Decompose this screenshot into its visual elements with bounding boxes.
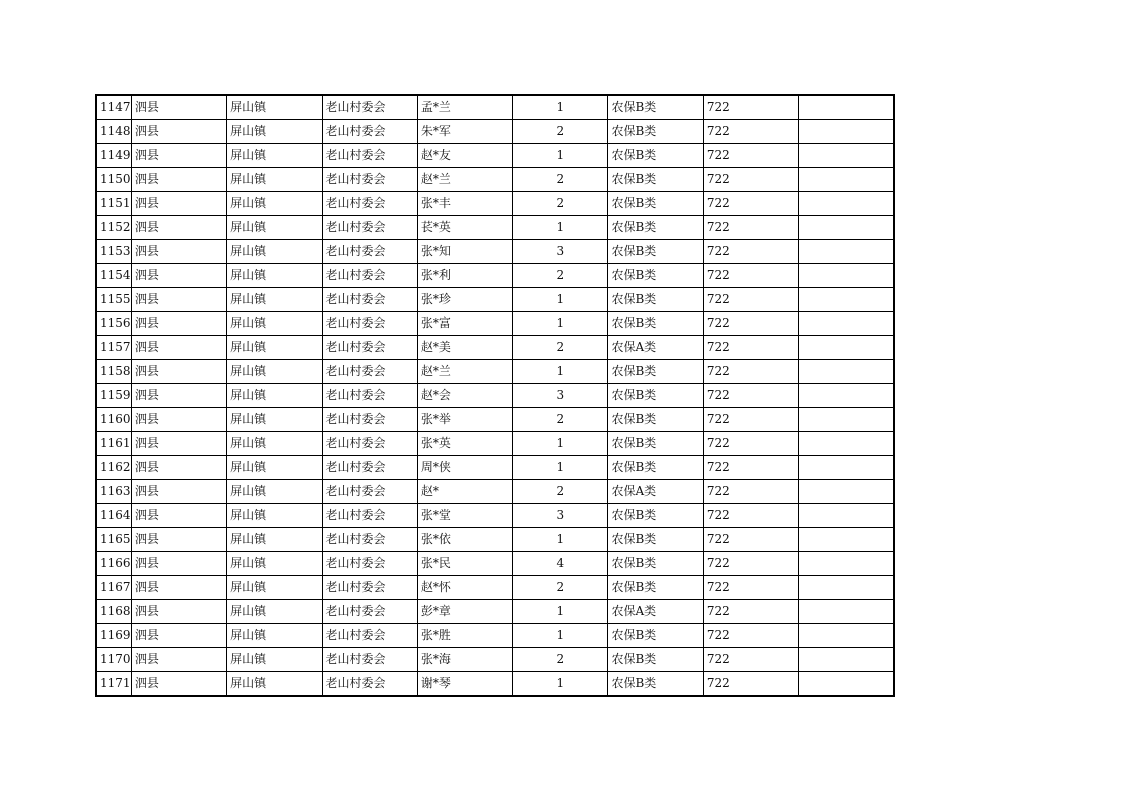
household-count-cell: 2 bbox=[513, 192, 608, 216]
name-cell: 张*利 bbox=[417, 264, 512, 288]
insurance-type-cell: 农保B类 bbox=[608, 384, 703, 408]
note-cell bbox=[799, 480, 894, 504]
name-cell: 赵*会 bbox=[417, 384, 512, 408]
amount-cell: 722 bbox=[703, 288, 798, 312]
town-cell: 屏山镇 bbox=[227, 240, 322, 264]
village-cell: 老山村委会 bbox=[322, 600, 417, 624]
name-cell: 赵*友 bbox=[417, 144, 512, 168]
name-cell: 朱*军 bbox=[417, 120, 512, 144]
amount-cell: 722 bbox=[703, 528, 798, 552]
insurance-type-cell: 农保B类 bbox=[608, 168, 703, 192]
note-cell bbox=[799, 288, 894, 312]
household-count-cell: 2 bbox=[513, 120, 608, 144]
table-row bbox=[96, 600, 894, 624]
household-count-cell: 1 bbox=[513, 600, 608, 624]
county-cell: 泗县 bbox=[131, 264, 226, 288]
county-cell: 泗县 bbox=[131, 168, 226, 192]
town-cell: 屏山镇 bbox=[227, 336, 322, 360]
name-cell: 张*珍 bbox=[417, 288, 512, 312]
town-cell: 屏山镇 bbox=[227, 144, 322, 168]
row-number: 1163 bbox=[96, 480, 131, 504]
name-cell: 彭*章 bbox=[417, 600, 512, 624]
table-row bbox=[96, 288, 894, 312]
village-cell: 老山村委会 bbox=[322, 672, 417, 697]
amount-cell: 722 bbox=[703, 648, 798, 672]
county-cell: 泗县 bbox=[131, 384, 226, 408]
name-cell: 张*英 bbox=[417, 432, 512, 456]
household-count-cell: 1 bbox=[513, 672, 608, 697]
note-cell bbox=[799, 624, 894, 648]
town-cell: 屏山镇 bbox=[227, 552, 322, 576]
table-row bbox=[96, 456, 894, 480]
row-number: 1161 bbox=[96, 432, 131, 456]
county-cell: 泗县 bbox=[131, 192, 226, 216]
table-row bbox=[96, 120, 894, 144]
town-cell: 屏山镇 bbox=[227, 624, 322, 648]
table-row bbox=[96, 192, 894, 216]
county-cell: 泗县 bbox=[131, 360, 226, 384]
county-cell: 泗县 bbox=[131, 576, 226, 600]
village-cell: 老山村委会 bbox=[322, 624, 417, 648]
name-cell: 张*丰 bbox=[417, 192, 512, 216]
note-cell bbox=[799, 504, 894, 528]
note-cell bbox=[799, 528, 894, 552]
amount-cell: 722 bbox=[703, 95, 798, 120]
insurance-type-cell: 农保A类 bbox=[608, 480, 703, 504]
town-cell: 屏山镇 bbox=[227, 600, 322, 624]
amount-cell: 722 bbox=[703, 624, 798, 648]
household-count-cell: 1 bbox=[513, 144, 608, 168]
village-cell: 老山村委会 bbox=[322, 264, 417, 288]
town-cell: 屏山镇 bbox=[227, 408, 322, 432]
town-cell: 屏山镇 bbox=[227, 264, 322, 288]
note-cell bbox=[799, 432, 894, 456]
name-cell: 赵*兰 bbox=[417, 168, 512, 192]
village-cell: 老山村委会 bbox=[322, 408, 417, 432]
amount-cell: 722 bbox=[703, 168, 798, 192]
village-cell: 老山村委会 bbox=[322, 192, 417, 216]
insurance-type-cell: 农保B类 bbox=[608, 216, 703, 240]
name-cell: 苌*英 bbox=[417, 216, 512, 240]
table-row bbox=[96, 552, 894, 576]
town-cell: 屏山镇 bbox=[227, 384, 322, 408]
row-number: 1152 bbox=[96, 216, 131, 240]
village-cell: 老山村委会 bbox=[322, 552, 417, 576]
table-row bbox=[96, 648, 894, 672]
insurance-type-cell: 农保A类 bbox=[608, 600, 703, 624]
insurance-type-cell: 农保B类 bbox=[608, 672, 703, 697]
row-number: 1153 bbox=[96, 240, 131, 264]
name-cell: 张*依 bbox=[417, 528, 512, 552]
table-row bbox=[96, 168, 894, 192]
county-cell: 泗县 bbox=[131, 336, 226, 360]
row-number: 1156 bbox=[96, 312, 131, 336]
note-cell bbox=[799, 360, 894, 384]
amount-cell: 722 bbox=[703, 264, 798, 288]
table-row bbox=[96, 480, 894, 504]
amount-cell: 722 bbox=[703, 216, 798, 240]
town-cell: 屏山镇 bbox=[227, 216, 322, 240]
row-number: 1154 bbox=[96, 264, 131, 288]
name-cell: 赵*美 bbox=[417, 336, 512, 360]
insurance-type-cell: 农保B类 bbox=[608, 528, 703, 552]
household-count-cell: 1 bbox=[513, 216, 608, 240]
row-number: 1160 bbox=[96, 408, 131, 432]
name-cell: 张*海 bbox=[417, 648, 512, 672]
insurance-type-cell: 农保B类 bbox=[608, 264, 703, 288]
name-cell: 周*侠 bbox=[417, 456, 512, 480]
insurance-type-cell: 农保B类 bbox=[608, 624, 703, 648]
town-cell: 屏山镇 bbox=[227, 168, 322, 192]
household-count-cell: 3 bbox=[513, 504, 608, 528]
county-cell: 泗县 bbox=[131, 312, 226, 336]
household-count-cell: 2 bbox=[513, 336, 608, 360]
county-cell: 泗县 bbox=[131, 480, 226, 504]
note-cell bbox=[799, 576, 894, 600]
row-number: 1171 bbox=[96, 672, 131, 697]
county-cell: 泗县 bbox=[131, 288, 226, 312]
village-cell: 老山村委会 bbox=[322, 240, 417, 264]
table-row bbox=[96, 624, 894, 648]
insurance-type-cell: 农保B类 bbox=[608, 312, 703, 336]
recipient-table bbox=[95, 94, 895, 697]
household-count-cell: 3 bbox=[513, 384, 608, 408]
village-cell: 老山村委会 bbox=[322, 456, 417, 480]
household-count-cell: 1 bbox=[513, 528, 608, 552]
village-cell: 老山村委会 bbox=[322, 480, 417, 504]
insurance-type-cell: 农保B类 bbox=[608, 432, 703, 456]
amount-cell: 722 bbox=[703, 120, 798, 144]
note-cell bbox=[799, 120, 894, 144]
amount-cell: 722 bbox=[703, 384, 798, 408]
county-cell: 泗县 bbox=[131, 552, 226, 576]
row-number: 1166 bbox=[96, 552, 131, 576]
county-cell: 泗县 bbox=[131, 504, 226, 528]
household-count-cell: 1 bbox=[513, 360, 608, 384]
row-number: 1170 bbox=[96, 648, 131, 672]
row-number: 1162 bbox=[96, 456, 131, 480]
household-count-cell: 1 bbox=[513, 95, 608, 120]
village-cell: 老山村委会 bbox=[322, 360, 417, 384]
county-cell: 泗县 bbox=[131, 672, 226, 697]
name-cell: 赵*怀 bbox=[417, 576, 512, 600]
village-cell: 老山村委会 bbox=[322, 504, 417, 528]
amount-cell: 722 bbox=[703, 456, 798, 480]
name-cell: 张*举 bbox=[417, 408, 512, 432]
town-cell: 屏山镇 bbox=[227, 528, 322, 552]
village-cell: 老山村委会 bbox=[322, 648, 417, 672]
village-cell: 老山村委会 bbox=[322, 528, 417, 552]
household-count-cell: 1 bbox=[513, 312, 608, 336]
insurance-type-cell: 农保B类 bbox=[608, 408, 703, 432]
insurance-type-cell: 农保B类 bbox=[608, 456, 703, 480]
household-count-cell: 1 bbox=[513, 288, 608, 312]
village-cell: 老山村委会 bbox=[322, 288, 417, 312]
town-cell: 屏山镇 bbox=[227, 120, 322, 144]
table-row bbox=[96, 312, 894, 336]
note-cell bbox=[799, 648, 894, 672]
row-number: 1169 bbox=[96, 624, 131, 648]
insurance-type-cell: 农保B类 bbox=[608, 576, 703, 600]
insurance-type-cell: 农保B类 bbox=[608, 95, 703, 120]
row-number: 1155 bbox=[96, 288, 131, 312]
amount-cell: 722 bbox=[703, 576, 798, 600]
name-cell: 张*堂 bbox=[417, 504, 512, 528]
row-number: 1147 bbox=[96, 95, 131, 120]
table-row bbox=[96, 432, 894, 456]
amount-cell: 722 bbox=[703, 360, 798, 384]
amount-cell: 722 bbox=[703, 240, 798, 264]
village-cell: 老山村委会 bbox=[322, 384, 417, 408]
county-cell: 泗县 bbox=[131, 95, 226, 120]
table-row bbox=[96, 360, 894, 384]
amount-cell: 722 bbox=[703, 192, 798, 216]
row-number: 1165 bbox=[96, 528, 131, 552]
county-cell: 泗县 bbox=[131, 600, 226, 624]
household-count-cell: 2 bbox=[513, 408, 608, 432]
name-cell: 张*胜 bbox=[417, 624, 512, 648]
town-cell: 屏山镇 bbox=[227, 432, 322, 456]
insurance-type-cell: 农保B类 bbox=[608, 648, 703, 672]
amount-cell: 722 bbox=[703, 672, 798, 697]
amount-cell: 722 bbox=[703, 552, 798, 576]
town-cell: 屏山镇 bbox=[227, 648, 322, 672]
amount-cell: 722 bbox=[703, 144, 798, 168]
note-cell bbox=[799, 384, 894, 408]
note-cell bbox=[799, 312, 894, 336]
note-cell bbox=[799, 216, 894, 240]
note-cell bbox=[799, 336, 894, 360]
note-cell bbox=[799, 144, 894, 168]
county-cell: 泗县 bbox=[131, 432, 226, 456]
table-row bbox=[96, 216, 894, 240]
amount-cell: 722 bbox=[703, 480, 798, 504]
household-count-cell: 4 bbox=[513, 552, 608, 576]
table-row bbox=[96, 240, 894, 264]
table-row bbox=[96, 336, 894, 360]
row-number: 1159 bbox=[96, 384, 131, 408]
insurance-type-cell: 农保B类 bbox=[608, 240, 703, 264]
county-cell: 泗县 bbox=[131, 120, 226, 144]
household-count-cell: 2 bbox=[513, 648, 608, 672]
village-cell: 老山村委会 bbox=[322, 120, 417, 144]
row-number: 1149 bbox=[96, 144, 131, 168]
town-cell: 屏山镇 bbox=[227, 288, 322, 312]
village-cell: 老山村委会 bbox=[322, 144, 417, 168]
household-count-cell: 2 bbox=[513, 480, 608, 504]
insurance-type-cell: 农保B类 bbox=[608, 552, 703, 576]
name-cell: 谢*琴 bbox=[417, 672, 512, 697]
note-cell bbox=[799, 456, 894, 480]
note-cell bbox=[799, 264, 894, 288]
insurance-type-cell: 农保A类 bbox=[608, 336, 703, 360]
village-cell: 老山村委会 bbox=[322, 95, 417, 120]
household-count-cell: 2 bbox=[513, 264, 608, 288]
village-cell: 老山村委会 bbox=[322, 336, 417, 360]
insurance-type-cell: 农保B类 bbox=[608, 144, 703, 168]
village-cell: 老山村委会 bbox=[322, 432, 417, 456]
name-cell: 张*民 bbox=[417, 552, 512, 576]
name-cell: 张*知 bbox=[417, 240, 512, 264]
note-cell bbox=[799, 192, 894, 216]
town-cell: 屏山镇 bbox=[227, 504, 322, 528]
insurance-type-cell: 农保B类 bbox=[608, 120, 703, 144]
village-cell: 老山村委会 bbox=[322, 168, 417, 192]
table-row bbox=[96, 384, 894, 408]
table-row bbox=[96, 672, 894, 697]
county-cell: 泗县 bbox=[131, 456, 226, 480]
county-cell: 泗县 bbox=[131, 240, 226, 264]
row-number: 1168 bbox=[96, 600, 131, 624]
table-row bbox=[96, 528, 894, 552]
county-cell: 泗县 bbox=[131, 528, 226, 552]
name-cell: 赵* bbox=[417, 480, 512, 504]
household-count-cell: 1 bbox=[513, 432, 608, 456]
household-count-cell: 2 bbox=[513, 168, 608, 192]
row-number: 1150 bbox=[96, 168, 131, 192]
name-cell: 赵*兰 bbox=[417, 360, 512, 384]
table-row bbox=[96, 504, 894, 528]
note-cell bbox=[799, 168, 894, 192]
town-cell: 屏山镇 bbox=[227, 672, 322, 697]
table-row bbox=[96, 576, 894, 600]
county-cell: 泗县 bbox=[131, 144, 226, 168]
row-number: 1167 bbox=[96, 576, 131, 600]
table-row bbox=[96, 264, 894, 288]
insurance-type-cell: 农保B类 bbox=[608, 192, 703, 216]
insurance-type-cell: 农保B类 bbox=[608, 504, 703, 528]
name-cell: 孟*兰 bbox=[417, 95, 512, 120]
county-cell: 泗县 bbox=[131, 408, 226, 432]
insurance-type-cell: 农保B类 bbox=[608, 360, 703, 384]
note-cell bbox=[799, 408, 894, 432]
village-cell: 老山村委会 bbox=[322, 216, 417, 240]
household-count-cell: 1 bbox=[513, 624, 608, 648]
amount-cell: 722 bbox=[703, 336, 798, 360]
row-number: 1151 bbox=[96, 192, 131, 216]
town-cell: 屏山镇 bbox=[227, 192, 322, 216]
town-cell: 屏山镇 bbox=[227, 360, 322, 384]
name-cell: 张*富 bbox=[417, 312, 512, 336]
amount-cell: 722 bbox=[703, 312, 798, 336]
insurance-type-cell: 农保B类 bbox=[608, 288, 703, 312]
amount-cell: 722 bbox=[703, 504, 798, 528]
town-cell: 屏山镇 bbox=[227, 480, 322, 504]
amount-cell: 722 bbox=[703, 432, 798, 456]
table-row bbox=[96, 95, 894, 120]
village-cell: 老山村委会 bbox=[322, 576, 417, 600]
table-row bbox=[96, 144, 894, 168]
town-cell: 屏山镇 bbox=[227, 312, 322, 336]
household-count-cell: 2 bbox=[513, 576, 608, 600]
village-cell: 老山村委会 bbox=[322, 312, 417, 336]
table-body bbox=[96, 95, 894, 696]
town-cell: 屏山镇 bbox=[227, 95, 322, 120]
household-count-cell: 1 bbox=[513, 456, 608, 480]
row-number: 1148 bbox=[96, 120, 131, 144]
note-cell bbox=[799, 552, 894, 576]
note-cell bbox=[799, 95, 894, 120]
table-row bbox=[96, 408, 894, 432]
note-cell bbox=[799, 672, 894, 697]
town-cell: 屏山镇 bbox=[227, 456, 322, 480]
row-number: 1157 bbox=[96, 336, 131, 360]
county-cell: 泗县 bbox=[131, 648, 226, 672]
amount-cell: 722 bbox=[703, 600, 798, 624]
household-count-cell: 3 bbox=[513, 240, 608, 264]
county-cell: 泗县 bbox=[131, 216, 226, 240]
town-cell: 屏山镇 bbox=[227, 576, 322, 600]
row-number: 1164 bbox=[96, 504, 131, 528]
amount-cell: 722 bbox=[703, 408, 798, 432]
note-cell bbox=[799, 240, 894, 264]
row-number: 1158 bbox=[96, 360, 131, 384]
county-cell: 泗县 bbox=[131, 624, 226, 648]
note-cell bbox=[799, 600, 894, 624]
